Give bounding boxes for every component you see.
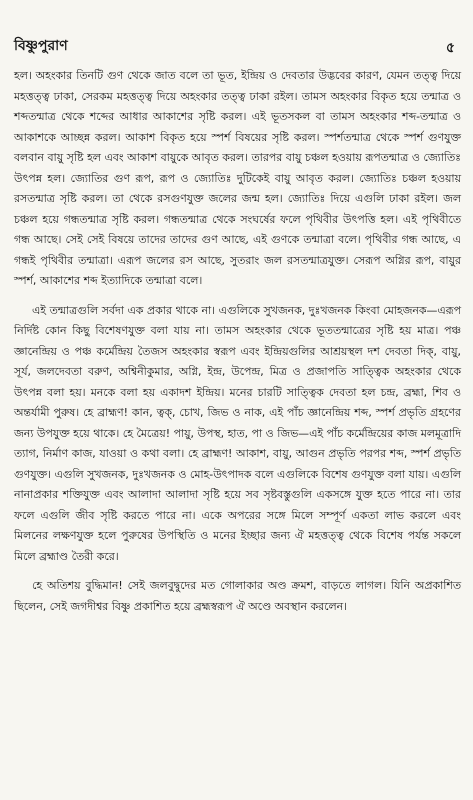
paragraph-1: হল। অহংকার তিনটি গুণ থেকে জাত বলে তা ভূত, ইন্দ্রিয় ও দেবতার উদ্ভবের কারণ, যেমন তত্ত্ব দিয়ে মহত্তত্ত্ব ঢাকা, সেরকম মহত্তত্ত্ব দিয়ে অহংকার তত্ত্ব ঢাকা রইল। তামস অহংকার বিকৃত হয়ে তন্মাত্র ও শব্দতন্মাত্র থেকে শব্দের আধার আকাশের সৃষ্টি করল। এই ভূতসকল বা তামস অহংকার শব্দ-তন্মাত্র ও আকাশকে আচ্ছন্ন করল। আকাশ বিকৃত হয়ে স্পর্শ বিষয়ের সৃষ্টি করল। স্পর্শতন্মাত্র থেকে স্পর্শ গুণযুক্ত বলবান বায়ু সৃষ্টি হল এবং আকাশ বায়ুকে আবৃত করল। তারপর বায়ু চঞ্চল হওয়ায় রূপতন্মাত্র ও জ্যোতিঃ উৎপন্ন হল। জ্যোতির গুণ রূপ, রূপ ও জ্যোতিঃ দুটিকেই বায়ু আবৃত করল। জ্যোতিঃ চঞ্চল হওয়ায় রসতন্মাত্র সৃষ্টি করল। তা থেকে রসগুণযুক্ত জলের জন্ম হল। জ্যোতিঃ দিয়ে এগুলি ঢাকা রইল। জল চঞ্চল হয়ে গন্ধতন্মাত্র সৃষ্টি করল। গন্ধতন্মাত্র থেকে সংঘর্ষের ফলে পৃথিবীর উৎপত্তি হল। এই পৃথিবীতে গন্ধ আছে। সেই সেই বিষয়ে তাদের তাদের গুণ আছে, এই গুণকে তন্মাত্রা বলে। পৃথিবীর গন্ধ আছে, এ গন্ধই পৃথিবীর তন্মাত্রা। এরূপ জলের রস আছে, সুতরাং জল রসতন্মাত্রযুক্ত। সেরূপ অগ্নির রূপ, বায়ুর স্পর্শ, আকাশের শব্দ ইত্যাদিকে তন্মাত্রা বলে। [14, 69, 461, 287]
body-text [14, 66, 461, 617]
running-title: বিষ্ণুপুরাণ [14, 38, 68, 54]
paragraph-3: হে অতিশয় বুদ্ধিমান! সেই জলবুদ্বুদের মত গোলাকার অণ্ড ক্রমশ, বাড়তে লাগল। যিনি অপ্রকাশিত ছিলেন, সেই জগদীশ্বর বিষ্ণু প্রকাশিত হয়ে ব্রহ্মস্বরূপ ঐ অণ্ডে অবস্থান করলেন। [14, 579, 461, 613]
page-number: ৫ [445, 40, 455, 56]
page-header [14, 34, 455, 58]
paragraph-2: এই তন্মাত্রগুলি সর্বদা এক প্রকার থাকে না। এগুলিকে সুখজনক, দুঃখজনক কিংবা মোহজনক—এরূপ নির্দিষ্ট কোন কিছু বিশেষণযুক্ত বলা যায় না। তামস অহংকার থেকে ভূততন্মাত্রের সৃষ্টি হয় মাত্র। পঞ্চ জ্ঞানেন্দ্রিয় ও পঞ্চ কর্মেন্দ্রিয় তৈজস অহংকার স্বরূপ এবং ইন্দ্রিয়গুলির আশ্রয়স্থল দশ দেবতা দিক্, বায়ু, সূর্য, জলদেবতা বরুণ, অশ্বিনীকুমার, অগ্নি, ইন্দ্র, উপেন্দ্র, মিত্র ও প্রজাপতি সাত্ত্বিক অহংকার থেকে উৎপন্ন বলা হয়। মনকে বলা হয় একাদশ ইন্দ্রিয়। মনের চারটি সাত্ত্বিক দেবতা হল চন্দ্র, ব্রহ্মা, শিব ও অন্তর্যামী পুরুষ। হে ব্রাহ্মণ! কান, ত্বক্, চোখ, জিভ ও নাক, এই পাঁচ জ্ঞানেন্দ্রিয় শব্দ, স্পর্শ প্রভৃতি গ্রহণের জন্য উপযুক্ত হয়ে থাকে। হে মৈত্রেয়! পায়ু, উপস্থ, হাত, পা ও জিভ—এই পাঁচ কর্মেন্দ্রিয়ের কাজ মলমূত্রাদি ত্যাগ, নির্মাণ কাজ, যাওয়া ও কথা বলা। হে ব্রাহ্মণ! আকাশ, বায়ু, আগুন প্রভৃতি পরপর শব্দ, স্পর্শ প্রভৃতি গুণযুক্ত। এগুলি সুখজনক, দুঃখজনক ও মোহ-উৎপাদক বলে এগুলিকে বিশেষ গুণযুক্ত বলা যায়। এগুলি নানাপ্রকার শক্তিযুক্ত এবং আলাদা আলাদা সৃষ্টি হয়ে সব সৃষ্টবস্তুগুলি একসঙ্গে যুক্ত হতে পারে না। তার ফলে এগুলি জীব সৃষ্টি করতে পারে না। একে অপরের সঙ্গে মিলে সম্পূর্ণ একতা লাভ করলে এবং মিলনের লক্ষণযুক্ত হলে পুরুষের উপস্থিতি ও মনের ইচ্ছার জন্য ঐ মহত্তত্ত্ব থেকে বিশেষ পর্যন্ত সকলে মিলে ব্রহ্মাণ্ড তৈরী করে। [14, 303, 461, 563]
